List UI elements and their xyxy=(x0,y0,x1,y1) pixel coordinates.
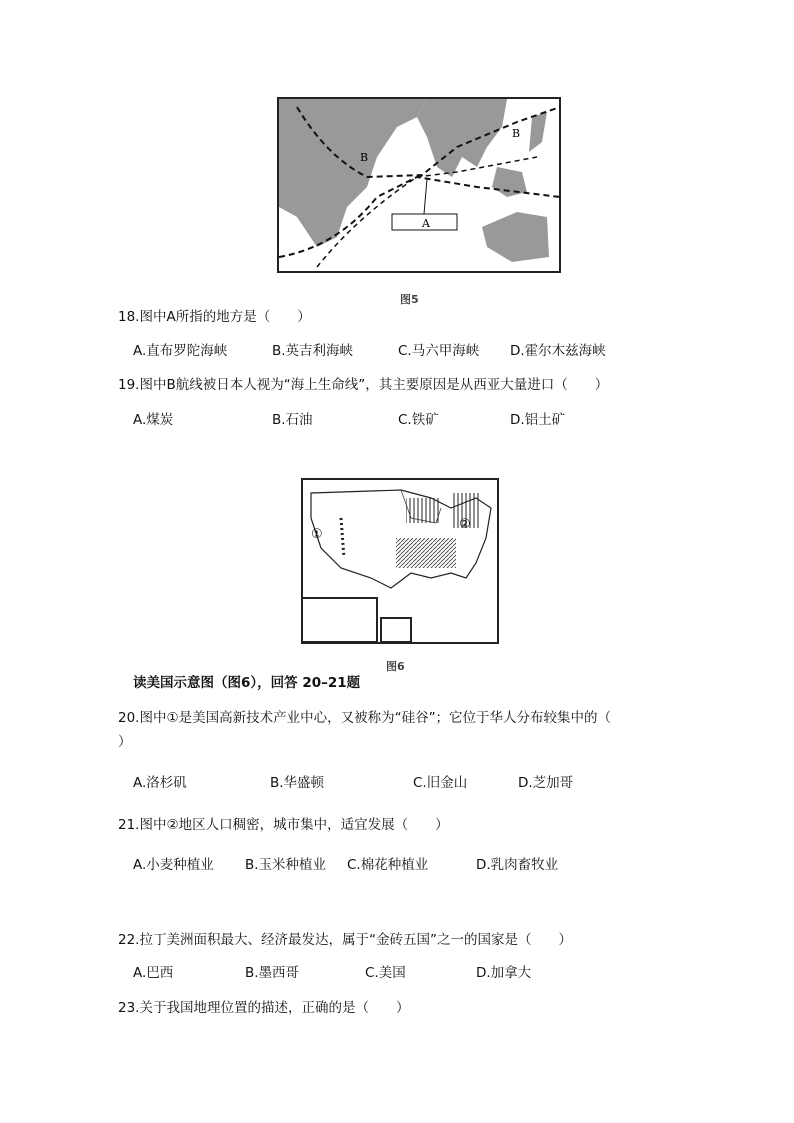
q19-option-b: B.石油 xyxy=(272,412,313,428)
label-b-west: B xyxy=(360,151,369,164)
question-20-stem: 20.图中①是美国高新技术产业中心，又被称为“硅谷”；它位于华人分布较集中的（ xyxy=(118,710,612,726)
q18-option-b: B.英吉利海峡 xyxy=(272,343,354,359)
q20-option-a: A.洛杉矶 xyxy=(133,775,187,791)
q19-option-a: A.煤炭 xyxy=(133,412,174,428)
q19-option-c: C.铁矿 xyxy=(398,412,439,428)
q21-option-d: D.乳肉畜牧业 xyxy=(476,857,559,873)
q20-option-d: D.芝加哥 xyxy=(518,775,574,791)
question-19-stem: 19.图中B航线被日本人视为“海上生命线”，其主要原因是从西亚大量进口（ ） xyxy=(118,377,609,393)
section-heading: 读美国示意图（图6），回答 20–21题 xyxy=(133,675,361,691)
figure-6-caption: 图6 xyxy=(386,660,405,673)
label-1: ① xyxy=(311,527,323,542)
q18-option-a: A.直布罗陀海峡 xyxy=(133,343,228,359)
label-a: A xyxy=(422,217,430,230)
figure-5-shipping-routes-map xyxy=(277,97,561,273)
q18-option-d: D.霍尔木兹海峡 xyxy=(510,343,606,359)
q22-option-a: A.巴西 xyxy=(133,965,174,981)
question-20-stem-cont: ） xyxy=(118,734,132,750)
q22-option-b: B.墨西哥 xyxy=(245,965,300,981)
question-22-stem: 22.拉丁美洲面积最大、经济最发达，属于“金砖五国”之一的国家是（ ） xyxy=(118,932,572,948)
q22-option-d: D.加拿大 xyxy=(476,965,532,981)
question-21-stem: 21.图中②地区人口稠密，城市集中，适宜发展（ ） xyxy=(118,817,449,833)
figure-5-caption: 图5 xyxy=(400,293,419,306)
label-b-east: B xyxy=(512,127,521,140)
question-18-stem: 18.图中A所指的地方是（ ） xyxy=(118,309,311,325)
figure-6-usa-map xyxy=(301,478,499,644)
q21-option-a: A.小麦种植业 xyxy=(133,857,214,873)
q20-option-b: B.华盛顿 xyxy=(270,775,325,791)
question-23-stem: 23.关于我国地理位置的描述，正确的是（ ） xyxy=(118,1000,410,1016)
q19-option-d: D.铝土矿 xyxy=(510,412,566,428)
q22-option-c: C.美国 xyxy=(365,965,406,981)
q18-option-c: C.马六甲海峡 xyxy=(398,343,480,359)
q20-option-c: C.旧金山 xyxy=(413,775,468,791)
q21-option-b: B.玉米种植业 xyxy=(245,857,327,873)
label-2: ② xyxy=(459,517,471,532)
q21-option-c: C.棉花种植业 xyxy=(347,857,429,873)
